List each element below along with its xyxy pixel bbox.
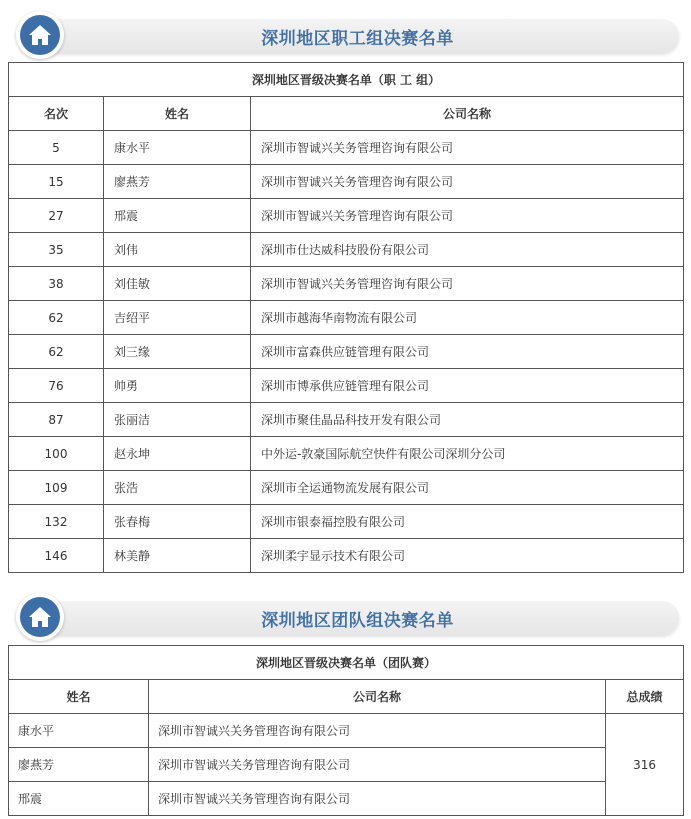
rank-cell: 62 — [9, 335, 104, 369]
name-cell: 帅勇 — [104, 369, 251, 403]
table-row — [9, 301, 684, 335]
table-row — [9, 782, 684, 816]
rank-cell: 87 — [9, 403, 104, 437]
table-row — [9, 199, 684, 233]
name-cell: 刘伟 — [104, 233, 251, 267]
header-name: 姓名 — [104, 97, 251, 131]
total-score-cell: 316 — [606, 714, 684, 816]
company-cell: 深圳柔宇显示技术有限公司 — [251, 539, 684, 573]
company-cell: 深圳市智诚兴关务管理咨询有限公司 — [251, 199, 684, 233]
section-banner-team — [12, 591, 679, 643]
section-banner-staff — [12, 9, 679, 61]
company-cell: 深圳市智诚兴关务管理咨询有限公司 — [251, 267, 684, 301]
company-cell: 深圳市智诚兴关务管理咨询有限公司 — [149, 714, 606, 748]
name-cell: 张浩 — [104, 471, 251, 505]
table-row — [9, 714, 684, 748]
table-row — [9, 369, 684, 403]
company-cell: 深圳市越海华南物流有限公司 — [251, 301, 684, 335]
home-icon — [16, 593, 64, 641]
home-icon — [16, 11, 64, 59]
rank-cell: 27 — [9, 199, 104, 233]
rank-cell: 76 — [9, 369, 104, 403]
name-cell: 康水平 — [104, 131, 251, 165]
name-cell: 张丽洁 — [104, 403, 251, 437]
name-cell: 廖燕芳 — [9, 748, 149, 782]
header-company: 公司名称 — [251, 97, 684, 131]
name-cell: 邢震 — [104, 199, 251, 233]
name-cell: 吉绍平 — [104, 301, 251, 335]
table-row — [9, 267, 684, 301]
rank-cell: 132 — [9, 505, 104, 539]
company-cell: 中外运-敦豪国际航空快件有限公司深圳分公司 — [251, 437, 684, 471]
company-cell: 深圳市智诚兴关务管理咨询有限公司 — [149, 782, 606, 816]
name-cell: 廖燕芳 — [104, 165, 251, 199]
banner-bar — [36, 601, 679, 635]
header-name: 姓名 — [9, 680, 149, 714]
rank-cell: 35 — [9, 233, 104, 267]
name-cell: 康水平 — [9, 714, 149, 748]
table-row — [9, 505, 684, 539]
company-cell: 深圳市智诚兴关务管理咨询有限公司 — [251, 131, 684, 165]
company-cell: 深圳市富森供应链管理有限公司 — [251, 335, 684, 369]
company-cell: 深圳市智诚兴关务管理咨询有限公司 — [149, 748, 606, 782]
name-cell: 张春梅 — [104, 505, 251, 539]
company-cell: 深圳市仕达威科技股份有限公司 — [251, 233, 684, 267]
table-caption: 深圳地区晋级决赛名单（团队赛） — [9, 646, 684, 680]
name-cell: 林美静 — [104, 539, 251, 573]
rank-cell: 109 — [9, 471, 104, 505]
company-cell: 深圳市银泰福控股有限公司 — [251, 505, 684, 539]
rank-cell: 5 — [9, 131, 104, 165]
rank-cell: 146 — [9, 539, 104, 573]
table-row — [9, 165, 684, 199]
header-rank: 名次 — [9, 97, 104, 131]
name-cell: 邢震 — [9, 782, 149, 816]
banner-title: 深圳地区职工组决赛名单 — [261, 28, 454, 49]
rank-cell: 62 — [9, 301, 104, 335]
staff-finalists-table — [8, 62, 684, 573]
company-cell: 深圳市全运通物流发展有限公司 — [251, 471, 684, 505]
table-row — [9, 131, 684, 165]
table-row — [9, 335, 684, 369]
name-cell: 刘三缘 — [104, 335, 251, 369]
company-cell: 深圳市聚佳晶品科技开发有限公司 — [251, 403, 684, 437]
table-row — [9, 748, 684, 782]
table-row — [9, 233, 684, 267]
table-row — [9, 539, 684, 573]
table-row — [9, 437, 684, 471]
name-cell: 赵永坤 — [104, 437, 251, 471]
header-company: 公司名称 — [149, 680, 606, 714]
name-cell: 刘佳敏 — [104, 267, 251, 301]
banner-bar — [36, 19, 679, 53]
banner-title: 深圳地区团队组决赛名单 — [261, 610, 454, 631]
company-cell: 深圳市博承供应链管理有限公司 — [251, 369, 684, 403]
table-row — [9, 471, 684, 505]
rank-cell: 15 — [9, 165, 104, 199]
team-finalists-table — [8, 645, 684, 816]
table-caption: 深圳地区晋级决赛名单（职 工 组） — [9, 63, 684, 97]
table-row — [9, 403, 684, 437]
company-cell: 深圳市智诚兴关务管理咨询有限公司 — [251, 165, 684, 199]
rank-cell: 100 — [9, 437, 104, 471]
rank-cell: 38 — [9, 267, 104, 301]
header-total-score: 总成绩 — [606, 680, 684, 714]
